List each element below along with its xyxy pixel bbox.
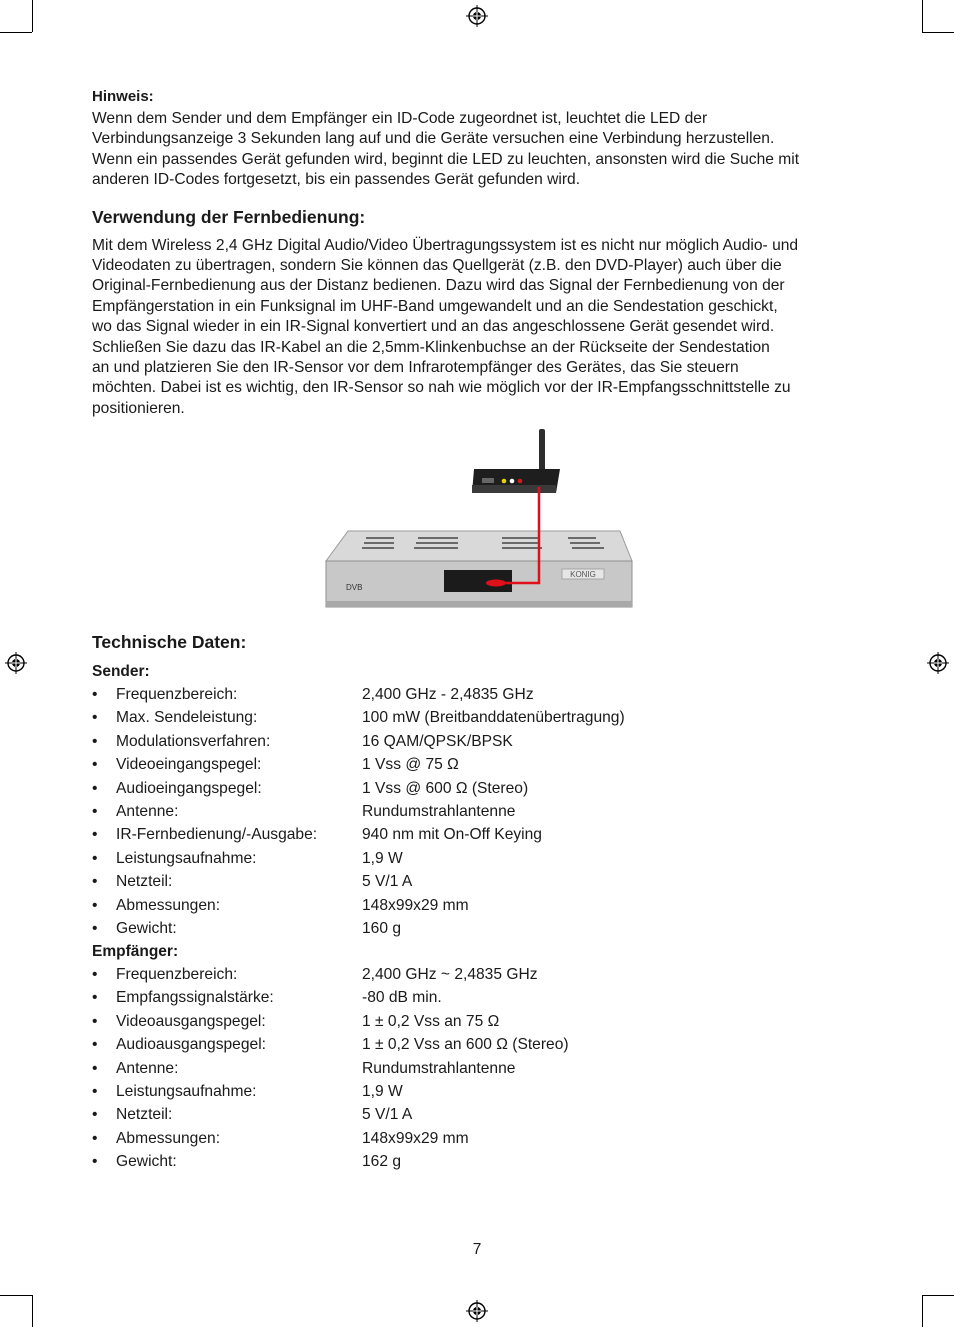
spec-label: Modulationsverfahren: bbox=[116, 732, 271, 750]
spec-label: Frequenzbereich: bbox=[116, 966, 238, 983]
crop-mark bbox=[922, 1295, 923, 1327]
spec-value: 5 V/1 A bbox=[362, 873, 413, 891]
spec-value: 940 nm mit On-Off Keying bbox=[362, 826, 542, 844]
note-paragraph bbox=[92, 109, 872, 191]
spec-value: Rundumstrahlantenne bbox=[362, 803, 516, 820]
brand-label: KONIG bbox=[570, 570, 596, 579]
page-number: 7 bbox=[472, 1241, 482, 1258]
note-line: Verbindungsanzeige 3 Sekunden lang auf und die Geräte versuchen eine Verbindung herzustellen. bbox=[92, 130, 775, 148]
spec-value: 16 QAM/QPSK/BPSK bbox=[362, 732, 513, 750]
remote-paragraph bbox=[92, 236, 872, 420]
spec-value: 148x99x29 mm bbox=[362, 896, 469, 914]
spec-value: 2,400 GHz ~ 2,4835 GHz bbox=[362, 966, 538, 983]
bullet-icon: • bbox=[92, 826, 98, 844]
spec-value: 2,400 GHz - 2,4835 GHz bbox=[362, 686, 534, 703]
spec-value: Rundumstrahlantenne bbox=[362, 1059, 516, 1077]
spec-label: Antenne: bbox=[116, 803, 179, 820]
spec-value: 5 V/1 A bbox=[362, 1106, 413, 1124]
page-content bbox=[92, 88, 872, 419]
bullet-icon: • bbox=[92, 756, 98, 774]
note-label: Hinweis: bbox=[92, 88, 154, 105]
note-line: Wenn dem Sender und dem Empfänger ein ID-Code zugeordnet ist, leuchtet die LED der bbox=[92, 110, 708, 127]
spec-label: Gewicht: bbox=[116, 1153, 177, 1171]
dvb-label: DVB bbox=[346, 583, 363, 592]
bullet-icon: • bbox=[92, 686, 98, 703]
spec-value: 1 Vss @ 75 Ω bbox=[362, 756, 459, 774]
specs-list bbox=[92, 660, 872, 1180]
spec-label: Videoeingangspegel: bbox=[116, 756, 262, 774]
spec-label: Frequenzbereich: bbox=[116, 686, 238, 703]
remote-line: Empfängerstation in ein Funksignal im UHF-Band umgewandelt und an die Sendestation geschickt, bbox=[92, 297, 778, 315]
crop-mark bbox=[922, 0, 923, 32]
settop-box-top bbox=[326, 531, 632, 561]
specs-heading: Technische Daten: bbox=[92, 632, 247, 652]
spec-value: 1 Vss @ 600 Ω (Stereo) bbox=[362, 779, 529, 797]
crop-mark bbox=[922, 1295, 954, 1296]
spec-value: 1 ± 0,2 Vss an 75 Ω bbox=[362, 1012, 500, 1030]
bullet-icon: • bbox=[92, 709, 98, 727]
bullet-icon: • bbox=[92, 896, 98, 914]
bullet-icon: • bbox=[92, 1106, 98, 1124]
spec-value: 1,9 W bbox=[362, 1083, 403, 1100]
bullet-icon: • bbox=[92, 966, 98, 983]
spec-value: -80 dB min. bbox=[362, 989, 442, 1007]
spec-label: Leistungsaufnahme: bbox=[116, 1083, 257, 1100]
spec-label: Antenne: bbox=[116, 1059, 179, 1077]
receiver-title: Empfänger: bbox=[92, 943, 179, 960]
remote-line: Mit dem Wireless 2,4 GHz Digital Audio/Video Übertragungssystem ist es nicht nur möglich Audio- und bbox=[92, 236, 799, 254]
bullet-icon: • bbox=[92, 1153, 98, 1171]
note-line: Wenn ein passendes Gerät gefunden wird, beginnt die LED zu leuchten, ansonsten wird die Suche mit bbox=[92, 150, 800, 168]
spec-value: 1 ± 0,2 Vss an 600 Ω (Stereo) bbox=[362, 1036, 569, 1054]
remote-line: möchten. Dabei ist es wichtig, den IR-Sensor so nah wie möglich vor der IR-Empfangsschnittstelle zu bbox=[92, 379, 791, 397]
spec-label: Audioausgangspegel: bbox=[116, 1036, 266, 1054]
note-line: anderen ID-Codes fortgesetzt, bis ein passendes Gerät gefunden wird. bbox=[92, 171, 581, 189]
bullet-icon: • bbox=[92, 779, 98, 797]
spec-label: Abmessungen: bbox=[116, 896, 221, 914]
sender-title: Sender: bbox=[92, 663, 150, 680]
rca-connector-icon bbox=[518, 479, 523, 484]
crop-mark bbox=[922, 32, 954, 33]
registration-mark-icon bbox=[5, 652, 27, 674]
bullet-icon: • bbox=[92, 1036, 98, 1054]
bullet-icon: • bbox=[92, 1083, 98, 1100]
registration-mark-icon bbox=[466, 1300, 488, 1322]
spec-label: Leistungsaufnahme: bbox=[116, 849, 257, 867]
spec-label: IR-Fernbedienung/-Ausgabe: bbox=[116, 826, 318, 844]
crop-mark bbox=[0, 1295, 32, 1296]
bullet-icon: • bbox=[92, 920, 98, 937]
spec-value: 100 mW (Breitbanddatenübertragung) bbox=[362, 709, 625, 727]
remote-line: an und platzieren Sie den IR-Sensor vor dem Infrarotempfänger des Gerätes, das Sie steuern bbox=[92, 359, 739, 377]
registration-mark-icon bbox=[927, 652, 949, 674]
registration-mark-icon bbox=[466, 5, 488, 27]
spec-value: 160 g bbox=[362, 920, 402, 937]
bullet-icon: • bbox=[92, 873, 98, 891]
remote-line: Videodaten zu übertragen, sondern Sie können das Quellgerät (z.B. den DVD-Player) auch über die bbox=[92, 257, 782, 275]
bullet-icon: • bbox=[92, 732, 98, 750]
product-illustration bbox=[322, 425, 634, 615]
bullet-icon: • bbox=[92, 1012, 98, 1030]
remote-line: Original-Fernbedienung aus der Distanz bedienen. Dazu wird das Signal der Fernbedienung von der bbox=[92, 277, 785, 295]
spec-label: Netzteil: bbox=[116, 873, 173, 891]
spec-value: 148x99x29 mm bbox=[362, 1129, 469, 1147]
remote-line: positionieren. bbox=[92, 399, 185, 417]
spec-value: 162 g bbox=[362, 1153, 402, 1171]
ir-receiver-spot bbox=[486, 580, 506, 587]
crop-mark bbox=[32, 1295, 33, 1327]
spec-label: Empfangssignalstärke: bbox=[116, 989, 274, 1007]
spec-label: Max. Sendeleistung: bbox=[116, 709, 258, 727]
spec-label: Videoausgangspegel: bbox=[116, 1012, 266, 1030]
spec-label: Audioeingangspegel: bbox=[116, 779, 262, 797]
bullet-icon: • bbox=[92, 803, 98, 820]
spec-value: 1,9 W bbox=[362, 849, 403, 867]
spec-label: Netzteil: bbox=[116, 1106, 173, 1124]
bullet-icon: • bbox=[92, 1129, 98, 1147]
crop-mark bbox=[32, 0, 33, 32]
bullet-icon: • bbox=[92, 989, 98, 1007]
spec-label: Gewicht: bbox=[116, 920, 177, 937]
bullet-icon: • bbox=[92, 849, 98, 867]
remote-heading: Verwendung der Fernbedienung: bbox=[92, 206, 366, 227]
bullet-icon: • bbox=[92, 1059, 98, 1077]
crop-mark bbox=[0, 32, 32, 33]
remote-line: wo das Signal wieder in ein IR-Signal konvertiert und an das angeschlossene Gerät gesendet wird. bbox=[92, 318, 775, 336]
rca-connector-icon bbox=[502, 479, 507, 484]
remote-line: Schließen Sie dazu das IR-Kabel an die 2,5mm-Klinkenbuchse an der Rückseite der Sendestation bbox=[92, 338, 770, 356]
spec-label: Abmessungen: bbox=[116, 1129, 221, 1147]
rca-connector-icon bbox=[510, 479, 515, 484]
